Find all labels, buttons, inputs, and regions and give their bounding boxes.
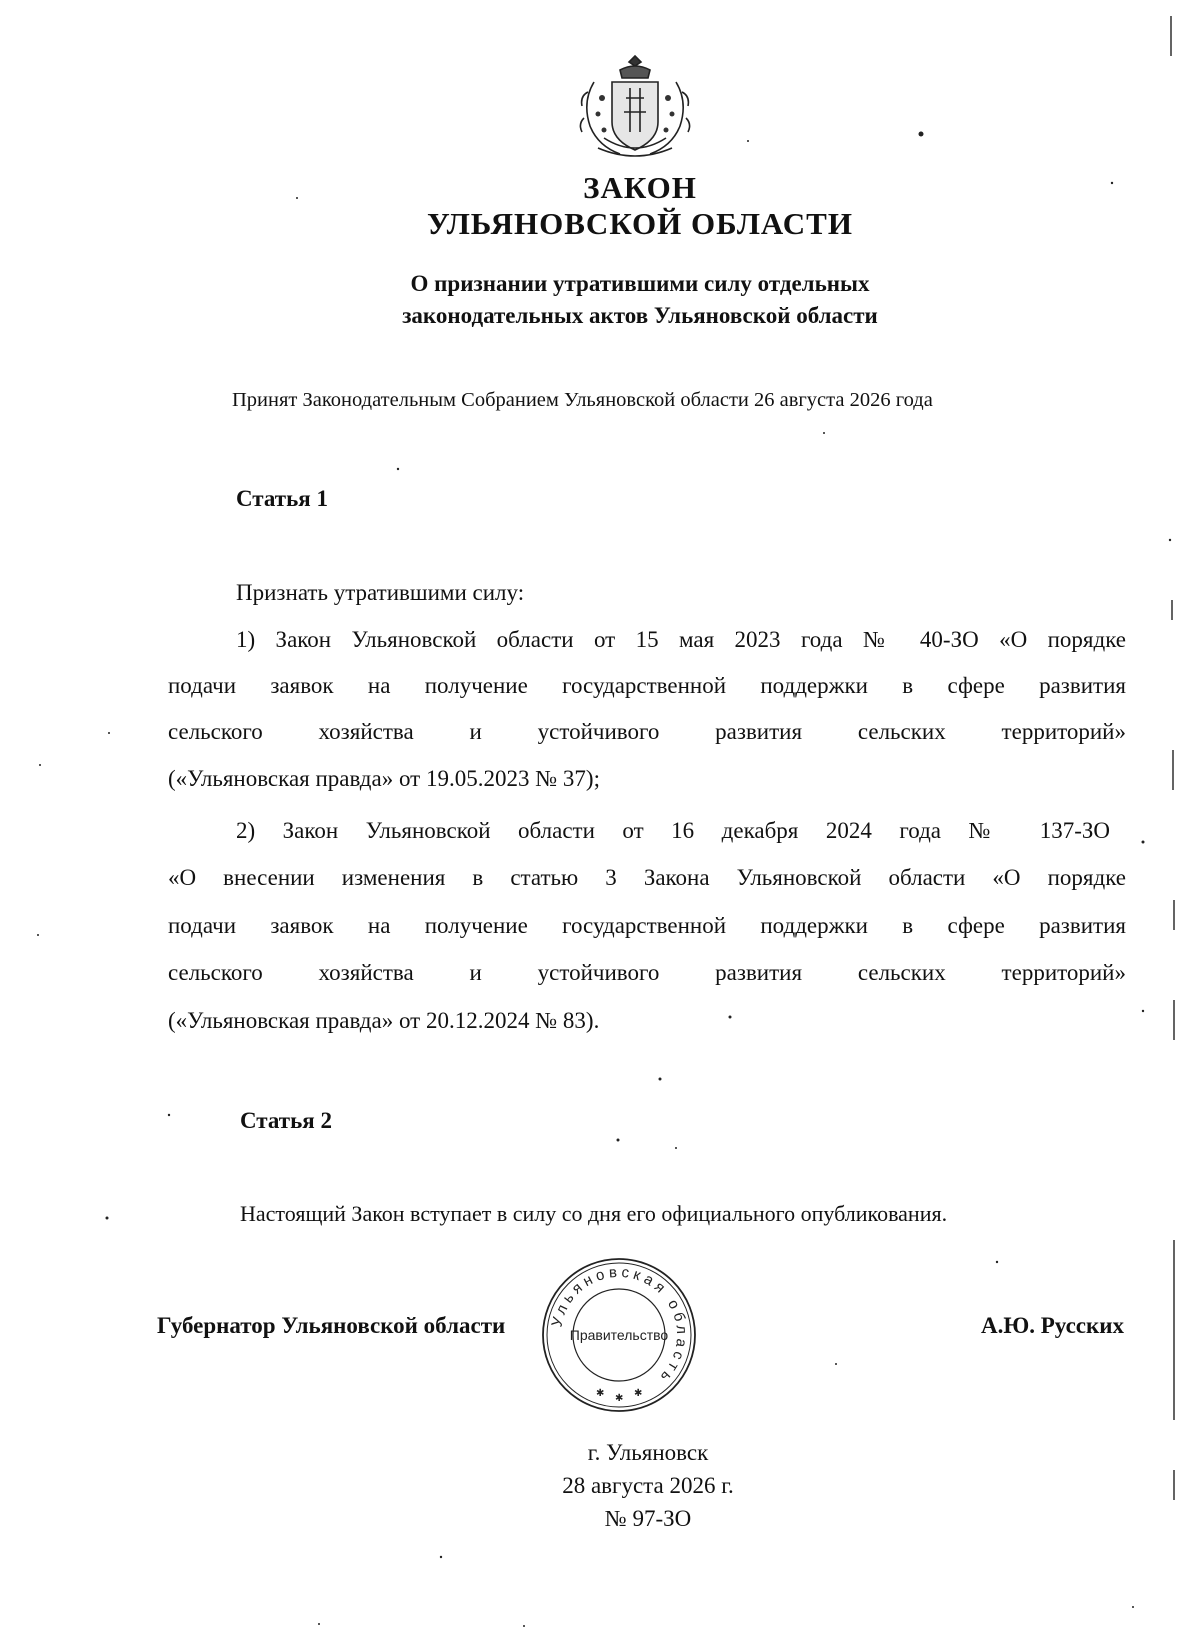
item-2-line: «О внесении изменения в статью 3 Закона Ульяновской области «О порядке	[168, 865, 1126, 890]
svg-text:✱: ✱	[596, 1388, 605, 1399]
item-2-line: подачи заявок на получение государственной поддержки в сфере развития	[168, 913, 1126, 938]
adoption-note: Принят Законодательным Собранием Ульяновской области 26 августа 2026 года	[232, 389, 933, 411]
law-subject-line-2: законодательных актов Ульяновской области	[402, 303, 878, 328]
signing-date: 28 августа 2026 г.	[562, 1473, 734, 1498]
svg-text:✱: ✱	[634, 1388, 643, 1399]
item-1-line: сельского хозяйства и устойчивого развития сельских территорий»	[168, 719, 1126, 744]
item-1-line: 1) Закон Ульяновской области от 15 мая 2023 года № 40-ЗО «О порядке	[236, 627, 1126, 652]
svg-text:✱: ✱	[615, 1393, 624, 1404]
item-1-line: («Ульяновская правда» от 19.05.2023 № 37);	[168, 766, 600, 791]
article-1-intro: Признать утратившими силу:	[236, 580, 525, 605]
seal-center-text: Правительство	[569, 1327, 669, 1343]
signatory-name: А.Ю. Русских	[980, 1313, 1124, 1338]
item-2-line: («Ульяновская правда» от 20.12.2024 № 83).	[168, 1008, 600, 1033]
law-number: № 97-ЗО	[604, 1506, 692, 1531]
law-subject-line-1: О признании утратившими силу отдельных	[410, 271, 870, 296]
law-title: ЗАКОН	[583, 170, 697, 205]
place-of-signing: г. Ульяновск	[587, 1440, 709, 1465]
item-2-line: 2) Закон Ульяновской области от 16 декабря 2024 года № 137-ЗО	[236, 818, 1110, 843]
law-region-title: УЛЬЯНОВСКОЙ ОБЛАСТИ	[427, 206, 853, 241]
signatory-position: Губернатор Ульяновской области	[157, 1313, 506, 1338]
article-1-heading: Статья 1	[236, 486, 328, 511]
item-2-line: сельского хозяйства и устойчивого развития сельских территорий»	[168, 960, 1126, 985]
article-2-heading: Статья 2	[240, 1108, 332, 1133]
seal-ring-text: Ульяновская область	[548, 1263, 691, 1388]
item-1-line: подачи заявок на получение государственной поддержки в сфере развития	[168, 673, 1126, 698]
article-2-text: Настоящий Закон вступает в силу со дня его официального опубликования.	[240, 1201, 948, 1226]
